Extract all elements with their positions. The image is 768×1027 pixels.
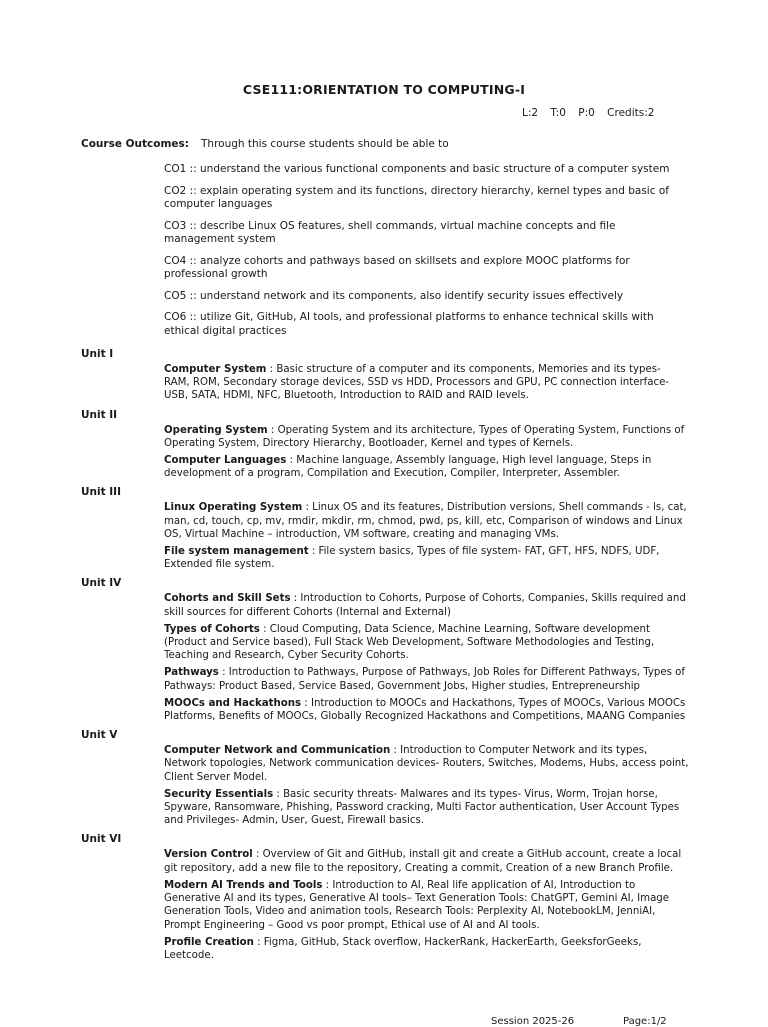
unit-2 — [0, 407, 768, 481]
topic-heading: Profile Creation — [164, 936, 254, 948]
practical-hours: P:0 — [578, 107, 595, 119]
unit-content — [164, 727, 689, 827]
unit-label: Unit IV — [81, 577, 122, 590]
topic-text: : Figma, GitHub, Stack overflow, HackerRank, HackerEarth, GeeksforGeeks, Leetcode. — [164, 936, 642, 961]
course-outcome-item: CO1 :: understand the various functional components and basic structure of a computer system — [164, 163, 670, 175]
tutorial-hours: T:0 — [550, 107, 566, 119]
topic-heading: Computer Languages — [164, 455, 287, 467]
unit-content — [164, 484, 689, 571]
course-title: CSE111:ORIENTATION TO COMPUTING-I — [242, 82, 526, 97]
unit-topic — [164, 697, 689, 723]
topic-text: : Linux OS and its features, Distribution versions, Shell commands - ls, cat, man, cd, touch, cp, mv, rmdir, mkdir, rm, chmod, pwd, ps, kill, etc, Comparison of windows and Linux OS, Virtual Machine – introduction, VM software, creating and managing VMs. — [164, 502, 687, 540]
topic-heading: Pathways — [164, 667, 219, 679]
course-outcomes-intro: Through this course students should be able to — [201, 138, 449, 150]
topic-heading: MOOCs and Hackathons — [164, 697, 302, 709]
course-outcome-item: CO3 :: describe Linux OS features, shell commands, virtual machine concepts and file management system — [164, 219, 616, 245]
unit-label: Unit I — [81, 348, 114, 360]
topic-text: : Introduction to AI, Real life application of AI, Introduction to Generative AI and its types, Generative AI tools– Text Generation Tools: ChatGPT, Gemini AI, Image Generation Tools, Video and animation tools, Research Tools: Perplexity AI, NotebookLM, JenniAI, Prompt Engineering – Good vs poor prompt, Ethical use of AI and AI tools. — [164, 879, 670, 931]
unit-topic — [164, 848, 689, 874]
topic-heading: Version Control — [164, 849, 253, 861]
unit-topic — [164, 744, 689, 784]
unit-5 — [0, 727, 768, 827]
unit-content — [164, 831, 689, 962]
topic-text: : Introduction to Pathways, Purpose of Pathways, Job Roles for Different Pathways, Types of Pathways: Product Based, Service Based, Government Jobs, Higher studies, Entrepreneurship — [164, 667, 685, 692]
topic-text: : Operating System and its architecture, Types of Operating System, Functions of Operating System, Directory Hierarchy, Bootloader, Kernel and types of Kernels. — [164, 424, 685, 449]
course-outcome-item: CO4 :: analyze cohorts and pathways based on skillsets and explore MOOC platforms for professional growth — [164, 254, 630, 280]
footer-page-number: Page:1/2 — [623, 1016, 667, 1027]
topic-text: : Basic security threats- Malwares and its types- Virus, Worm, Trojan horse, Spyware, Ransomware, Phishing, Password cracking, Multi Factor authentication, User Account Types and Privileges- Admin, User, Guest, Firewall basics. — [164, 788, 680, 827]
credits-line — [522, 107, 663, 119]
unit-topic — [164, 501, 689, 541]
unit-topic — [164, 623, 689, 663]
course-outcome-item: CO6 :: utilize Git, GitHub, AI tools, and professional platforms to enhance technical skills with ethical digital practices — [164, 311, 654, 337]
unit-label: Unit V — [81, 729, 118, 742]
unit-label: Unit III — [81, 486, 121, 499]
topic-heading: Linux Operating System — [164, 502, 303, 514]
unit-content — [164, 407, 689, 481]
course-outcomes-list — [164, 163, 684, 346]
unit-label: Unit II — [81, 408, 118, 421]
course-outcome-item: CO2 :: explain operating system and its functions, directory hierarchy, kernel types and basic of computer languages — [164, 184, 669, 210]
unit-topic — [164, 424, 689, 450]
unit-6 — [0, 831, 768, 962]
unit-content — [164, 575, 689, 723]
unit-topic — [164, 545, 689, 571]
topic-text: : Basic structure of a computer and its components, Memories and its types- RAM, ROM, Secondary storage devices, SSD vs HDD, Processors and GPU, PC connection interface- USB, SATA, HDMI, NFC, Bluetooth, Introduction to RAID and RAID levels. — [164, 364, 670, 402]
credit-count: Credits:2 — [607, 107, 655, 119]
topic-heading: Types of Cohorts — [164, 623, 260, 635]
unit-content — [164, 346, 689, 403]
topic-text: : Introduction to Cohorts, Purpose of Cohorts, Companies, Skills required and skill sources for different Cohorts (Internal and External) — [164, 593, 686, 618]
topic-heading: Computer Network and Communication — [164, 745, 391, 757]
unit-topic — [164, 879, 689, 932]
course-outcomes-heading: Course Outcomes: — [81, 138, 189, 150]
topic-heading: Security Essentials — [164, 788, 274, 800]
topic-text: : Introduction to Computer Network and its types, Network topologies, Network communication devices- Routers, Switches, Modems, Hubs, access point, Client Server Model. — [164, 745, 689, 783]
unit-topic — [164, 363, 689, 403]
footer-session: Session 2025-26 — [491, 1016, 575, 1027]
unit-3 — [0, 484, 768, 571]
course-outcome-item: CO5 :: understand network and its components, also identify security issues effectively — [164, 289, 624, 302]
lecture-hours: L:2 — [522, 107, 539, 119]
unit-topic — [164, 454, 689, 480]
topic-text: : Machine language, Assembly language, High level language, Steps in development of a program, Compilation and Execution, Compiler, Interpreter, Assembler. — [164, 455, 652, 480]
unit-topic — [164, 592, 689, 618]
topic-text: : Introduction to MOOCs and Hackathons, Types of MOOCs, Various MOOCs Platforms, Benefits of MOOCs, Globally Recognized Hackathons and Competitions, MAANG Companies — [164, 697, 686, 723]
topic-text: : File system basics, Types of file system- FAT, GFT, HFS, NDFS, UDF, Extended file system. — [164, 546, 660, 571]
topic-heading: File system management — [164, 546, 309, 558]
unit-4 — [0, 575, 768, 723]
topic-heading: Operating System — [164, 424, 268, 436]
topic-heading: Modern AI Trends and Tools — [164, 879, 323, 891]
topic-text: : Cloud Computing, Data Science, Machine Learning, Software development (Product and Service based), Full Stack Web Development, Software Methodologies and Testing, Teaching and Research, Cyber Security Cohorts. — [164, 623, 655, 662]
topic-heading: Computer System — [164, 364, 267, 375]
topic-text: : Overview of Git and GitHub, install git and create a GitHub account, create a local git repository, add a new file to the repository, Creating a commit, Creation of a new Branch Profile. — [164, 849, 682, 874]
units-section — [0, 346, 768, 966]
unit-topic — [164, 666, 689, 692]
unit-topic — [164, 788, 689, 828]
topic-heading: Cohorts and Skill Sets — [164, 593, 291, 605]
unit-label: Unit VI — [81, 833, 122, 846]
unit-topic — [164, 936, 689, 962]
unit-1 — [0, 346, 768, 403]
